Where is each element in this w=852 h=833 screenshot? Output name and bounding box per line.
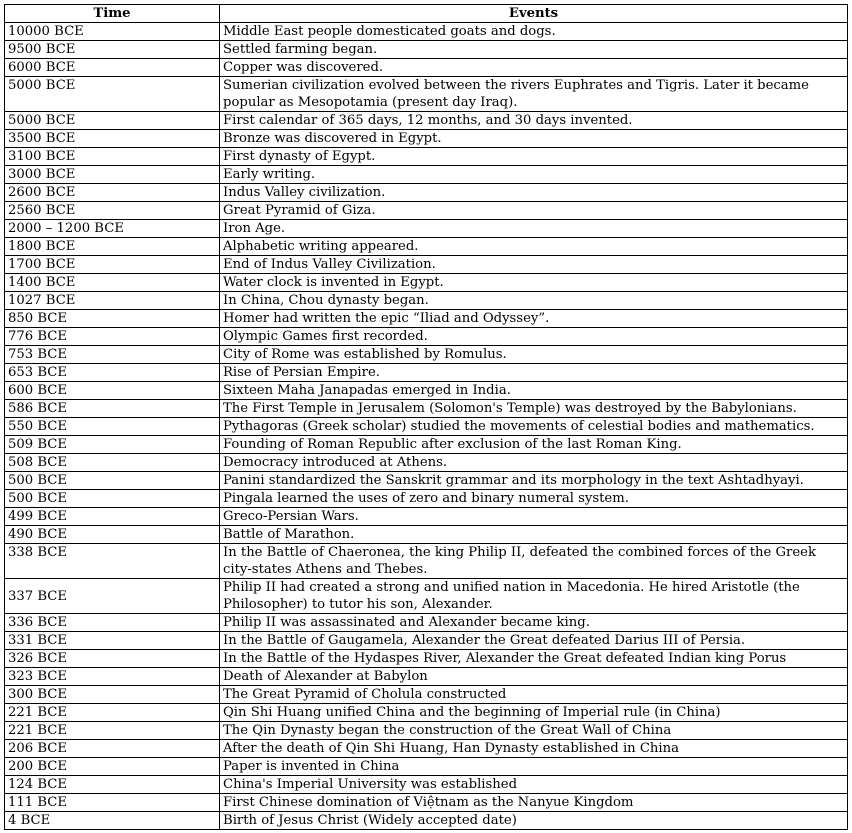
- table-row: [5, 686, 848, 704]
- table-row: [5, 202, 848, 220]
- time-column-header: Time: [5, 5, 220, 23]
- time-cell: 124 BCE: [5, 776, 220, 794]
- table-row: [5, 418, 848, 436]
- event-cell: In the Battle of Gaugamela, Alexander the Great defeated Darius III of Persia.: [220, 632, 848, 650]
- table-row: [5, 148, 848, 166]
- time-cell: 338 BCE: [5, 544, 220, 579]
- event-cell: Philip II was assassinated and Alexander became king.: [220, 614, 848, 632]
- table-row: [5, 130, 848, 148]
- table-row: [5, 454, 848, 472]
- table-row: [5, 220, 848, 238]
- event-cell: First calendar of 365 days, 12 months, and 30 days invented.: [220, 112, 848, 130]
- time-cell: 10000 BCE: [5, 23, 220, 41]
- table-row: [5, 328, 848, 346]
- event-cell: First Chinese domination of Việtnam as the Nanyue Kingdom: [220, 794, 848, 812]
- event-cell: Founding of Roman Republic after exclusion of the last Roman King.: [220, 436, 848, 454]
- time-cell: 586 BCE: [5, 400, 220, 418]
- event-cell: Homer had written the epic “Iliad and Odyssey”.: [220, 310, 848, 328]
- time-cell: 337 BCE: [5, 579, 220, 614]
- event-cell: China's Imperial University was established: [220, 776, 848, 794]
- event-cell: Sixteen Maha Janapadas emerged in India.: [220, 382, 848, 400]
- time-cell: 3500 BCE: [5, 130, 220, 148]
- time-cell: 331 BCE: [5, 632, 220, 650]
- time-cell: 500 BCE: [5, 490, 220, 508]
- table-row: [5, 668, 848, 686]
- time-cell: 500 BCE: [5, 472, 220, 490]
- table-row: [5, 274, 848, 292]
- table-row: [5, 472, 848, 490]
- event-cell: Indus Valley civilization.: [220, 184, 848, 202]
- event-cell: End of Indus Valley Civilization.: [220, 256, 848, 274]
- table-row: [5, 112, 848, 130]
- events-column-header: Events: [220, 5, 848, 23]
- event-cell: Great Pyramid of Giza.: [220, 202, 848, 220]
- event-cell: Birth of Jesus Christ (Widely accepted date): [220, 812, 848, 830]
- time-cell: 550 BCE: [5, 418, 220, 436]
- time-cell: 300 BCE: [5, 686, 220, 704]
- event-cell: The First Temple in Jerusalem (Solomon's Temple) was destroyed by the Babylonians.: [220, 400, 848, 418]
- table-row: [5, 292, 848, 310]
- event-cell: The Great Pyramid of Cholula constructed: [220, 686, 848, 704]
- time-cell: 1400 BCE: [5, 274, 220, 292]
- time-cell: 323 BCE: [5, 668, 220, 686]
- time-cell: 336 BCE: [5, 614, 220, 632]
- event-cell: Democracy introduced at Athens.: [220, 454, 848, 472]
- time-cell: 3100 BCE: [5, 148, 220, 166]
- table-row: [5, 490, 848, 508]
- event-cell: In the Battle of Chaeronea, the king Philip II, defeated the combined forces of the Greek city-states Athens and Thebes.: [220, 544, 848, 579]
- time-cell: 509 BCE: [5, 436, 220, 454]
- time-cell: 200 BCE: [5, 758, 220, 776]
- event-cell: Philip II had created a strong and unified nation in Macedonia. He hired Aristotle (the Philosopher) to tutor his son, Alexander.: [220, 579, 848, 614]
- event-cell: Panini standardized the Sanskrit grammar and its morphology in the text Ashtadhyayi.: [220, 472, 848, 490]
- table-row: [5, 77, 848, 112]
- time-cell: 5000 BCE: [5, 112, 220, 130]
- time-cell: 499 BCE: [5, 508, 220, 526]
- table-row: [5, 238, 848, 256]
- table-row: [5, 526, 848, 544]
- time-cell: 4 BCE: [5, 812, 220, 830]
- time-cell: 111 BCE: [5, 794, 220, 812]
- event-cell: Middle East people domesticated goats and dogs.: [220, 23, 848, 41]
- table-row: [5, 776, 848, 794]
- event-cell: After the death of Qin Shi Huang, Han Dynasty established in China: [220, 740, 848, 758]
- table-row: [5, 704, 848, 722]
- event-cell: Pingala learned the uses of zero and binary numeral system.: [220, 490, 848, 508]
- event-cell: Pythagoras (Greek scholar) studied the movements of celestial bodies and mathematics.: [220, 418, 848, 436]
- event-cell: Alphabetic writing appeared.: [220, 238, 848, 256]
- table-row: [5, 794, 848, 812]
- timeline-rows: [5, 23, 848, 830]
- event-cell: In the Battle of the Hydaspes River, Alexander the Great defeated Indian king Porus: [220, 650, 848, 668]
- table-row: [5, 23, 848, 41]
- time-cell: 1027 BCE: [5, 292, 220, 310]
- table-row: [5, 758, 848, 776]
- event-cell: Sumerian civilization evolved between the rivers Euphrates and Tigris. Later it became popular as Mesopotamia (present day Iraq).: [220, 77, 848, 112]
- event-cell: Death of Alexander at Babylon: [220, 668, 848, 686]
- time-cell: 2560 BCE: [5, 202, 220, 220]
- header-row: [5, 5, 848, 23]
- table-row: [5, 256, 848, 274]
- time-cell: 1800 BCE: [5, 238, 220, 256]
- time-cell: 221 BCE: [5, 704, 220, 722]
- event-cell: Settled farming began.: [220, 41, 848, 59]
- time-cell: 326 BCE: [5, 650, 220, 668]
- table-row: [5, 184, 848, 202]
- time-cell: 2000 – 1200 BCE: [5, 220, 220, 238]
- event-cell: Copper was discovered.: [220, 59, 848, 77]
- time-cell: 753 BCE: [5, 346, 220, 364]
- event-cell: Qin Shi Huang unified China and the beginning of Imperial rule (in China): [220, 704, 848, 722]
- table-row: [5, 59, 848, 77]
- table-row: [5, 632, 848, 650]
- table-row: [5, 812, 848, 830]
- time-cell: 2600 BCE: [5, 184, 220, 202]
- time-cell: 850 BCE: [5, 310, 220, 328]
- time-cell: 9500 BCE: [5, 41, 220, 59]
- table-row: [5, 346, 848, 364]
- time-cell: 600 BCE: [5, 382, 220, 400]
- time-cell: 1700 BCE: [5, 256, 220, 274]
- table-row: [5, 544, 848, 579]
- time-cell: 490 BCE: [5, 526, 220, 544]
- table-row: [5, 722, 848, 740]
- event-cell: Water clock is invented in Egypt.: [220, 274, 848, 292]
- time-cell: 221 BCE: [5, 722, 220, 740]
- time-cell: 776 BCE: [5, 328, 220, 346]
- table-row: [5, 650, 848, 668]
- event-cell: Iron Age.: [220, 220, 848, 238]
- event-cell: First dynasty of Egypt.: [220, 148, 848, 166]
- table-row: [5, 382, 848, 400]
- table-row: [5, 579, 848, 614]
- event-cell: Paper is invented in China: [220, 758, 848, 776]
- event-cell: Greco-Persian Wars.: [220, 508, 848, 526]
- table-row: [5, 310, 848, 328]
- table-row: [5, 614, 848, 632]
- time-cell: 206 BCE: [5, 740, 220, 758]
- event-cell: Bronze was discovered in Egypt.: [220, 130, 848, 148]
- table-row: [5, 364, 848, 382]
- time-cell: 3000 BCE: [5, 166, 220, 184]
- time-cell: 653 BCE: [5, 364, 220, 382]
- event-cell: The Qin Dynasty began the construction of the Great Wall of China: [220, 722, 848, 740]
- table-row: [5, 508, 848, 526]
- event-cell: Olympic Games first recorded.: [220, 328, 848, 346]
- time-cell: 6000 BCE: [5, 59, 220, 77]
- event-cell: In China, Chou dynasty began.: [220, 292, 848, 310]
- table-row: [5, 436, 848, 454]
- table-row: [5, 166, 848, 184]
- table-row: [5, 41, 848, 59]
- time-cell: 5000 BCE: [5, 77, 220, 112]
- table-row: [5, 400, 848, 418]
- event-cell: City of Rome was established by Romulus.: [220, 346, 848, 364]
- time-cell: 508 BCE: [5, 454, 220, 472]
- event-cell: Battle of Marathon.: [220, 526, 848, 544]
- event-cell: Rise of Persian Empire.: [220, 364, 848, 382]
- timeline-table: [4, 4, 848, 830]
- event-cell: Early writing.: [220, 166, 848, 184]
- table-row: [5, 740, 848, 758]
